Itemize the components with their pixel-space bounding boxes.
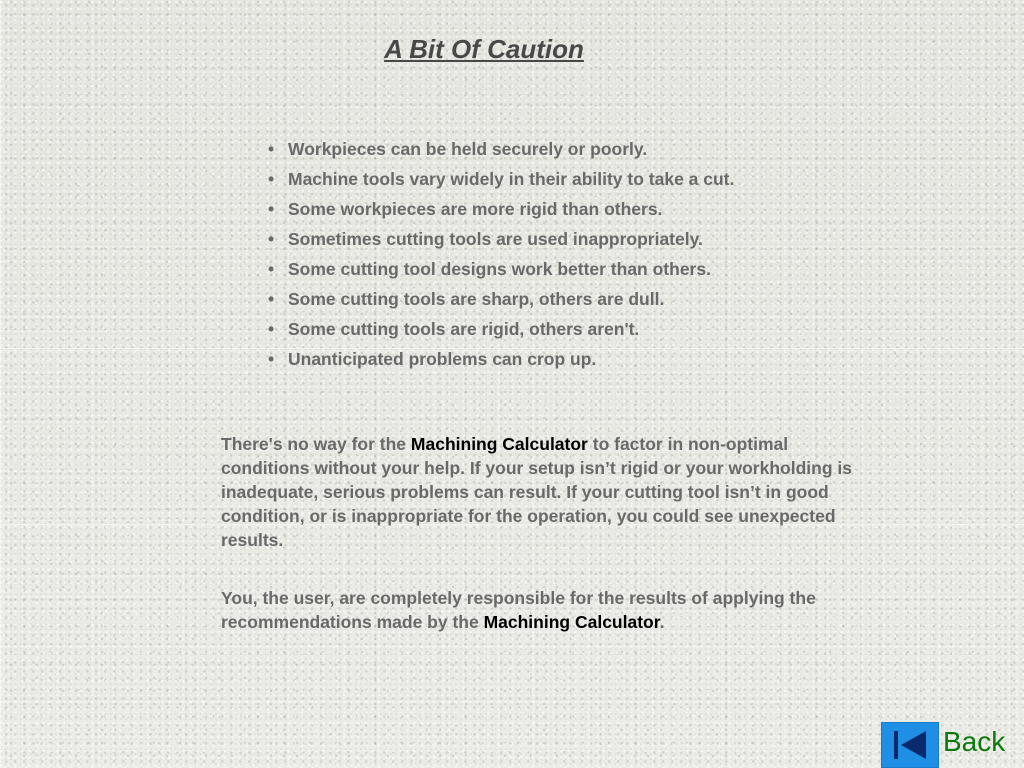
bullet-icon: •: [268, 289, 275, 309]
list-item: [268, 224, 734, 254]
paragraph-text: to factor in non-optimal conditions without your help. If your setup isn’t rigid or your workholding is inadequate, serious problems can result. If your cutting tool isn’t in good condition, or is inappropriate for the operation, you could see unexpected results.: [221, 434, 852, 550]
list-item-text: Some cutting tools are rigid, others aren't.: [288, 319, 640, 339]
first-page-icon[interactable]: [881, 722, 939, 768]
responsibility-paragraph: [221, 586, 861, 634]
list-item: [268, 344, 734, 374]
list-item: [268, 314, 734, 344]
background-seam: [0, 0, 1, 768]
bullet-icon: •: [268, 259, 275, 279]
paragraph-text: .: [659, 612, 665, 632]
product-name: Machining Calculator: [410, 434, 588, 454]
bullet-icon: •: [268, 169, 275, 189]
list-item-text: Sometimes cutting tools are used inappropriately.: [288, 229, 703, 249]
bullet-icon: •: [268, 319, 275, 339]
list-item: [268, 284, 734, 314]
paragraph-text: You, the user, are completely responsible for the results of applying the recommendations made by the: [221, 588, 816, 632]
bullet-icon: •: [268, 139, 275, 159]
bullet-icon: •: [268, 199, 275, 219]
list-item-text: Some workpieces are more rigid than others.: [288, 199, 663, 219]
back-label[interactable]: Back: [943, 726, 1006, 757]
list-item-text: Some cutting tools are sharp, others are dull.: [288, 289, 665, 309]
product-name: Machining Calculator: [483, 612, 660, 632]
list-item-text: Machine tools vary widely in their ability to take a cut.: [288, 169, 735, 189]
limitations-paragraph: [221, 432, 861, 552]
caution-list: [268, 134, 734, 374]
list-item: [268, 164, 734, 194]
bullet-icon: •: [268, 349, 275, 369]
bullet-icon: •: [268, 229, 275, 249]
page-title: A Bit Of Caution: [384, 34, 584, 64]
list-item: [268, 254, 734, 284]
first-page-icon-glyph: [882, 723, 938, 767]
back-button[interactable]: [881, 722, 1021, 768]
list-item-text: Unanticipated problems can crop up.: [288, 349, 597, 369]
list-item: [268, 134, 734, 164]
list-item-text: Some cutting tool designs work better than others.: [288, 259, 711, 279]
paragraph-text: There's no way for the: [221, 434, 411, 454]
list-item: [268, 194, 734, 224]
list-item-text: Workpieces can be held securely or poorly.: [288, 139, 648, 159]
